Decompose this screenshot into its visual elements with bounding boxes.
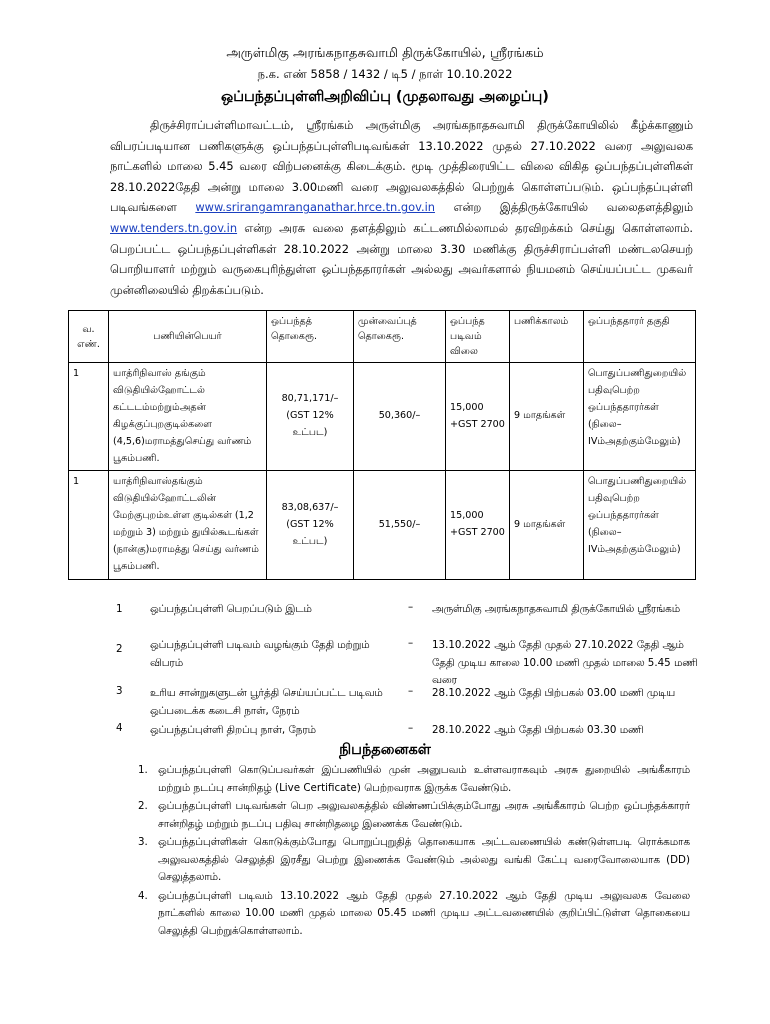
intro-paragraph bbox=[110, 115, 693, 300]
temple-website-link[interactable]: www.srirangamranganathar.hrce.tn.gov.in bbox=[195, 200, 435, 215]
info-value: 28.10.2022 ஆம் தேதி பிற்பகல் 03.00 மணி முடிய bbox=[432, 687, 676, 699]
condition-text: ஒப்பந்தப்புள்ளி படிவம் 13.10.2022 ஆம் தேதி முதல் 27.10.2022 ஆம் தேதி முடிய அலுவலக வேலை நாட்களில் காலை 10.00 மணி முதல் மாலை 05.45 மணி முடிய அட்டவணையில் குறிப்பிட்டுள்ள தொகையை செலுத்தி பெற்றுக்கொள்ளலாம். bbox=[158, 889, 690, 937]
table-row bbox=[69, 471, 696, 579]
condition-number: 3. bbox=[138, 836, 148, 848]
condition-text: ஒப்பந்தப்புள்ளி படிவங்கள் பெற அலுவலகத்தில் விண்ணப்பிக்கும்போது அரசு அங்கீகாரம் பெற்ற ஒப்பந்தக்காரர் சான்றிதழ் மற்றும் நடப்பு பதிவு சான்றிதழை இணைக்க வேண்டும். bbox=[158, 800, 690, 830]
info-item bbox=[110, 685, 710, 722]
conditions-list bbox=[130, 762, 690, 941]
cell-deposit: 51,550/– bbox=[354, 471, 446, 579]
condition-item bbox=[130, 888, 690, 941]
intro-text-part3: என்ற அரசு வலை தளத்திலும் கட்டணமில்லாமல் தரவிறக்கம் செய்து கொள்ளலாம். பெறப்பட்ட ஒப்பந்தப்புள்ளிகள் 28.10.2022 அன்று மாலை 3.30 மணிக்கு திருச்சிராப்பள்ளி மண்டலசெயற் பொறியாளர் மற்றும் வருகைபுரிந்துள்ள ஒப்பந்ததாரர்கள் அல்லது அவர்களால் நியமனம் செய்யப்பட்ட முகவர் முன்னிலையில் திறக்கப்படும். bbox=[110, 220, 693, 297]
header-eligibility: ஒப்பந்ததாரர் தகுதி bbox=[584, 311, 696, 363]
cell-contract-amount: 83,08,637/– (GST 12% உட்பட) bbox=[267, 471, 354, 579]
info-number: 4 bbox=[116, 722, 123, 734]
condition-text: ஒப்பந்தப்புள்ளி கொடுப்பவர்கள் இப்பணியில் முன் அனுபவம் உள்ளவராகவும் அரசு துறையில் அங்கீகாரம் மற்றும் நடப்பு சான்றிதழ் (Live Certificate) பெற்றவராக இருக்க வேண்டும். bbox=[158, 764, 690, 794]
condition-item bbox=[130, 834, 690, 887]
cell-deposit: 50,360/– bbox=[354, 363, 446, 471]
info-item bbox=[110, 601, 710, 637]
info-number: 2 bbox=[116, 643, 123, 655]
info-item bbox=[110, 722, 710, 742]
condition-number: 2. bbox=[138, 800, 148, 812]
info-dash: – bbox=[408, 722, 414, 734]
info-dash: – bbox=[408, 637, 414, 649]
tender-info-list bbox=[110, 601, 710, 742]
info-number: 3 bbox=[116, 685, 123, 697]
cell-form-price: 15,000 +GST 2700 bbox=[446, 471, 510, 579]
cell-work-period: 9 மாதங்கள் bbox=[510, 363, 584, 471]
info-number: 1 bbox=[116, 603, 123, 615]
intro-text-part1: திருச்சிராப்பள்ளிமாவட்டம், ஸ்ரீரங்கம் அருள்மிகு அரங்கநாதசுவாமி திருக்கோயிலில் கீழ்க்காணும் விபரப்படியான பணிகளுக்கு ஒப்பந்தப்புள்ளிபடிவங்கள் 13.10.2022 முதல் 27.10.2022 வரை அலுவலக நாட்களில் மாலை 5.45 வரை விற்பனைக்கு கிடைக்கும். மூடி முத்திரையிட்ட விலை விகித ஒப்பந்தப்புள்ளிகள் 28.10.2022தேதி அன்று மாலை 3.00மணி வரை அலுவலகத்தில் பெற்றுக் கொள்ளப்படும். ஒப்பந்தப்புள்ளி படிவங்களை bbox=[110, 118, 693, 215]
reference-number: ந.க. எண் 5858 / 1432 / டி5 / நாள் 10.10.2022 bbox=[257, 67, 513, 81]
info-label: ஒப்பந்தப்புள்ளி திறப்பு நாள், நேரம் bbox=[150, 724, 316, 736]
tender-works-table bbox=[68, 310, 696, 580]
condition-text: ஒப்பந்தப்புள்ளிகள் கொடுக்கும்போது பொறுப்புறுதித் தொகையாக அட்டவணையில் கண்டுள்ளபடி ரொக்கமாக அலுவலகத்தில் செலுத்தி இரசீது பெற்று இணைக்க வேண்டும் அல்லது வங்கி கேட்பு வரைவோலையாக (DD) செலுத்தலாம். bbox=[158, 836, 690, 883]
info-label: ஒப்பந்தப்புள்ளி படிவம் வழங்கும் தேதி மற்றும் விபரம் bbox=[150, 639, 370, 669]
cell-work-name: யாத்ரிநிவாஸ்தங்கும் விடுதியில்ஹோட்டலின் மேற்குபுறம்உள்ள குடில்கள் (1,2 மற்றும் 3) மற்றும் துயில்கூடங்கள் (நான்கு)மராமத்து செய்து வர்ணம் பூசும்பணி. bbox=[109, 471, 267, 579]
notice-title: ஒப்பந்தப்புள்ளிஅறிவிப்பு (முதலாவது அழைப்பு) bbox=[221, 89, 549, 105]
cell-eligibility: பொதுப்பணிதுறையில் பதிவுபெற்ற ஒப்பந்ததாரர்கள் (நிலை– IVம்அதற்கும்மேலும்) bbox=[584, 363, 696, 471]
condition-number: 4. bbox=[138, 889, 148, 902]
condition-item bbox=[130, 798, 690, 833]
header-deposit: முன்வைப்புத் தொகைரூ. bbox=[354, 311, 446, 363]
cell-eligibility: பொதுப்பணிதுறையில் பதிவுபெற்ற ஒப்பந்ததாரர்கள் (நிலை– IVம்அதற்கும்மேலும்) bbox=[584, 471, 696, 579]
info-dash: – bbox=[408, 685, 414, 697]
condition-item bbox=[130, 762, 690, 797]
info-value: 13.10.2022 ஆம் தேதி முதல் 27.10.2022 தேதி ஆம் தேதி முடிய காலை 10.00 மணி முதல் மாலை 5.45 மணி வரை bbox=[432, 639, 698, 686]
header-form-price: ஒப்பந்த படிவம் விலை bbox=[446, 311, 510, 363]
info-item bbox=[110, 637, 710, 685]
cell-contract-amount: 80,71,171/– (GST 12% உட்பட) bbox=[267, 363, 354, 471]
temple-name-heading: அருள்மிகு அரங்கநாதசுவாமி திருக்கோயில், ஸ்ரீரங்கம் bbox=[226, 46, 544, 61]
info-label: உரிய சான்றுகளுடன் பூர்த்தி செய்யப்பட்ட படிவம் ஒப்படைக்க கடைசி நாள், நேரம் bbox=[150, 687, 383, 717]
table-header-row bbox=[69, 311, 696, 363]
tenders-website-link[interactable]: www.tenders.tn.gov.in bbox=[110, 220, 238, 235]
header-contract-amount: ஒப்பந்தத் தொகைரூ. bbox=[267, 311, 354, 363]
info-value: 28.10.2022 ஆம் தேதி பிற்பகல் 03.30 மணி bbox=[432, 724, 644, 736]
cell-work-period: 9 மாதங்கள் bbox=[510, 471, 584, 579]
intro-text-part2: என்ற இத்திருக்கோயில் வலைதளத்திலும் bbox=[453, 200, 694, 215]
info-value: அருள்மிகு அரங்கநாதசுவாமி திருக்கோயில் ஸ்ரீரங்கம் bbox=[432, 603, 681, 615]
header-work-name: பணியின்பெயர் bbox=[109, 311, 267, 363]
info-label: ஒப்பந்தப்புள்ளி பெறப்படும் இடம் bbox=[150, 603, 312, 615]
cell-work-name: யாத்ரிநிவாஸ் தங்கும் விடுதியில்ஹோட்டல் கட்டடம்மற்றும்அதன் கிழக்குப்புறகுடில்களை (4,5,6)மராமத்துசெய்து வர்ணம் பூசும்பணி. bbox=[109, 363, 267, 471]
cell-sno: 1 bbox=[69, 363, 109, 471]
cell-sno: 1 bbox=[69, 471, 109, 579]
condition-number: 1. bbox=[138, 764, 148, 776]
info-dash: – bbox=[408, 601, 414, 613]
cell-form-price: 15,000 +GST 2700 bbox=[446, 363, 510, 471]
table-row bbox=[69, 363, 696, 471]
conditions-heading: நிபந்தனைகள் bbox=[339, 742, 431, 758]
header-sno: வ. எண். bbox=[69, 311, 109, 363]
header-work-period: பணிக்காலம் bbox=[510, 311, 584, 363]
